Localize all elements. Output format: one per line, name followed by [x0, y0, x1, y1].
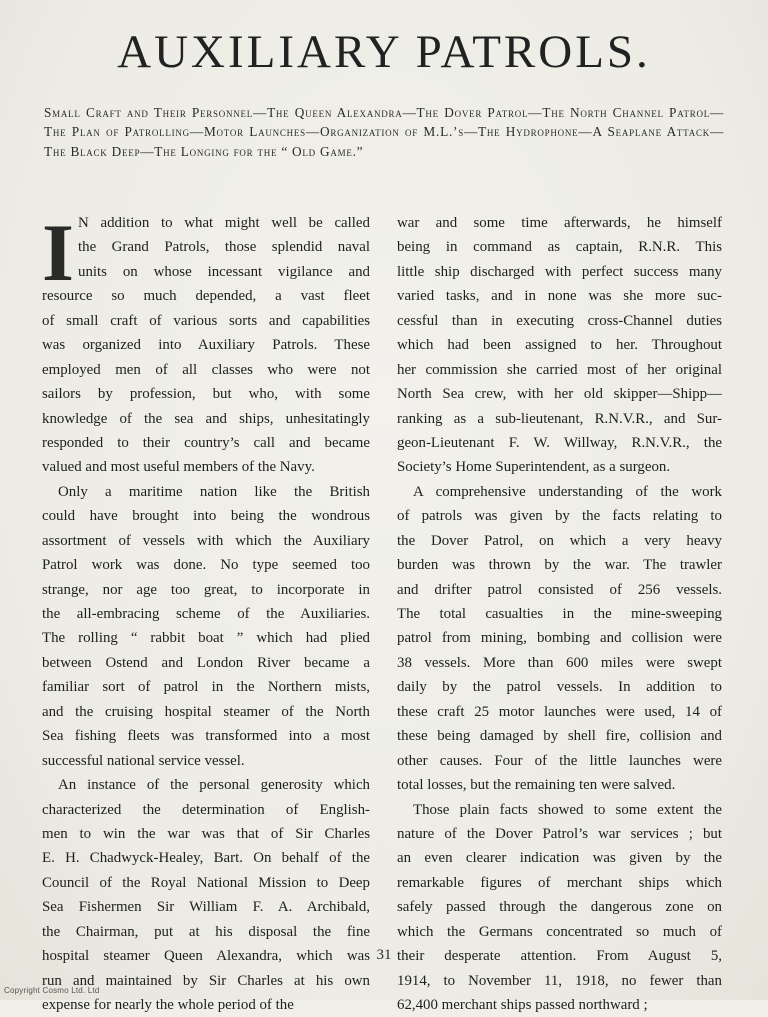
- text-line: successful national service vessel.: [42, 752, 245, 769]
- text-line: familiar sort of patrol in the Northern mists,: [42, 679, 370, 696]
- text-line: strange, nor age too great, to incorporate in: [42, 581, 370, 598]
- text-line: Those plain facts showed to some extent the: [413, 801, 722, 818]
- text-line: 1914, to November 11, 1918, no fewer than: [397, 972, 722, 989]
- text-line: which had been assigned to her. Throughout: [397, 337, 722, 354]
- text-line: A comprehensive understanding of the work: [413, 483, 722, 500]
- text-line: The rolling “ rabbit boat ” which had plied: [42, 630, 370, 647]
- text-line: an even clearer indication was given by the: [397, 850, 722, 867]
- text-line: geon-Lieutenant F. W. Willway, R.N.V.R., the: [397, 434, 722, 451]
- text-line: patrol from mining, bombing and collision were: [397, 630, 722, 647]
- text-line: North Sea crew, with her old skipper—Shipp—: [397, 386, 722, 403]
- left-column: [42, 207, 370, 1017]
- copyright-watermark: Copyright Cosmo Ltd. Ltd: [4, 986, 100, 995]
- left-column-lines: [42, 207, 370, 1017]
- text-line: characterized the determination of English-: [42, 801, 370, 818]
- text-line: 38 vessels. More than 600 miles were swept: [397, 654, 722, 671]
- text-line: units on whose incessant vigilance and: [78, 263, 370, 280]
- text-line: these being damaged by shell fire, collision and: [397, 728, 722, 745]
- text-line: being in command as captain, R.N.R. This: [397, 239, 722, 256]
- text-line: N addition to what might well be called: [78, 215, 370, 231]
- text-line: An instance of the personal generosity which: [58, 777, 370, 794]
- text-line: and the cruising hospital steamer of the North: [42, 703, 370, 720]
- text-line: little ship discharged with perfect success many: [397, 263, 722, 280]
- text-line: men to win the war was that of Sir Charles: [42, 825, 370, 842]
- text-line: safely passed through the dangerous zone on: [397, 899, 722, 916]
- chapter-synopsis: Small Craft and Their Personnel—The Queen Alexandra—The Dover Patrol—The North Channel Patrol—The Plan of Patrolling—Motor Launches—Organization of M.L.’s—The Hydrophone—A Seaplane Attack—The Black Deep—The Longing for the “ Old Game.”: [44, 105, 724, 159]
- text-line: was organized into Auxiliary Patrols. These: [42, 337, 370, 354]
- right-column-lines: [397, 211, 722, 1017]
- text-line: burden was thrown by the war. The trawler: [397, 557, 722, 574]
- page-number: 31: [376, 947, 392, 963]
- text-line: their desperate attention. From August 5,: [397, 948, 722, 965]
- text-line: these craft 25 motor launches were used, 14 of: [397, 703, 722, 720]
- text-line: expense for nearly the whole period of the: [42, 997, 294, 1013]
- text-line: between Ostend and London River became a: [42, 654, 370, 671]
- text-line: Council of the Royal National Mission to Deep: [42, 874, 370, 891]
- right-column: [397, 211, 722, 1017]
- text-line: The total casualties in the mine-sweeping: [397, 606, 722, 622]
- text-line: of small craft of various sorts and capabilities: [42, 312, 370, 329]
- text-line: the all-embracing scheme of the Auxiliaries.: [42, 606, 370, 622]
- text-line: the Grand Patrols, those splendid naval: [78, 239, 370, 256]
- text-line: war and some time afterwards, he himself: [397, 215, 722, 231]
- text-line: Sea Fishermen Sir William F. A. Archibald,: [42, 899, 370, 916]
- text-line: total losses, but the remaining ten were salved.: [397, 777, 676, 794]
- text-line: could have brought into being the wondrous: [42, 508, 370, 525]
- text-line: responded to their country’s call and became: [42, 434, 370, 451]
- text-line: the Dover Patrol, on which a very heavy: [397, 532, 722, 549]
- text-line: nature of the Dover Patrol’s war services ; but: [397, 825, 722, 842]
- text-line: daily by the patrol vessels. In addition to: [397, 679, 722, 696]
- text-line: cessful than in executing cross-Channel duties: [397, 312, 722, 329]
- text-line: remarkable figures of merchant ships which: [397, 874, 722, 891]
- text-line: hospital steamer Queen Alexandra, which was: [42, 948, 370, 965]
- text-line: valued and most useful members of the Navy.: [42, 459, 315, 476]
- text-line: Patrol work was done. No type seemed too: [42, 557, 370, 574]
- text-line: ranking as a sub-lieutenant, R.N.V.R., and Sur-: [397, 410, 722, 427]
- text-line: run and maintained by Sir Charles at his own: [42, 972, 370, 989]
- text-line: Only a maritime nation like the British: [58, 483, 370, 500]
- text-line: her commission she carried most of her original: [397, 361, 722, 378]
- chapter-title: AUXILIARY PATROLS.: [117, 26, 651, 78]
- text-line: employed men of all classes who were not: [42, 361, 370, 378]
- drop-cap: I: [42, 207, 74, 298]
- text-line: other causes. Four of the little launches were: [397, 752, 722, 769]
- text-line: which the Germans concentrated so much of: [397, 923, 722, 940]
- text-line: E. H. Chadwyck-Healey, Bart. On behalf of the: [42, 850, 370, 867]
- text-line: assortment of vessels with which the Auxiliary: [42, 532, 370, 549]
- text-line: Sea fishing fleets was transformed into a most: [42, 728, 370, 745]
- text-line: knowledge of the sea and ships, unhesitatingly: [42, 410, 370, 427]
- text-line: and drifter patrol consisted of 256 vessels.: [397, 581, 722, 598]
- text-line: varied tasks, and in none was she more suc-: [397, 288, 722, 305]
- text-line: sailors by profession, but who, with some: [42, 386, 370, 403]
- text-line: the Chairman, put at his disposal the fine: [42, 923, 370, 940]
- text-line: of patrols was given by the facts relating to: [397, 508, 722, 525]
- text-line: resource so much depended, a vast fleet: [42, 288, 370, 305]
- text-line: 62,400 merchant ships passed northward ;: [397, 997, 648, 1013]
- text-line: Society’s Home Superintendent, as a surgeon.: [397, 459, 671, 476]
